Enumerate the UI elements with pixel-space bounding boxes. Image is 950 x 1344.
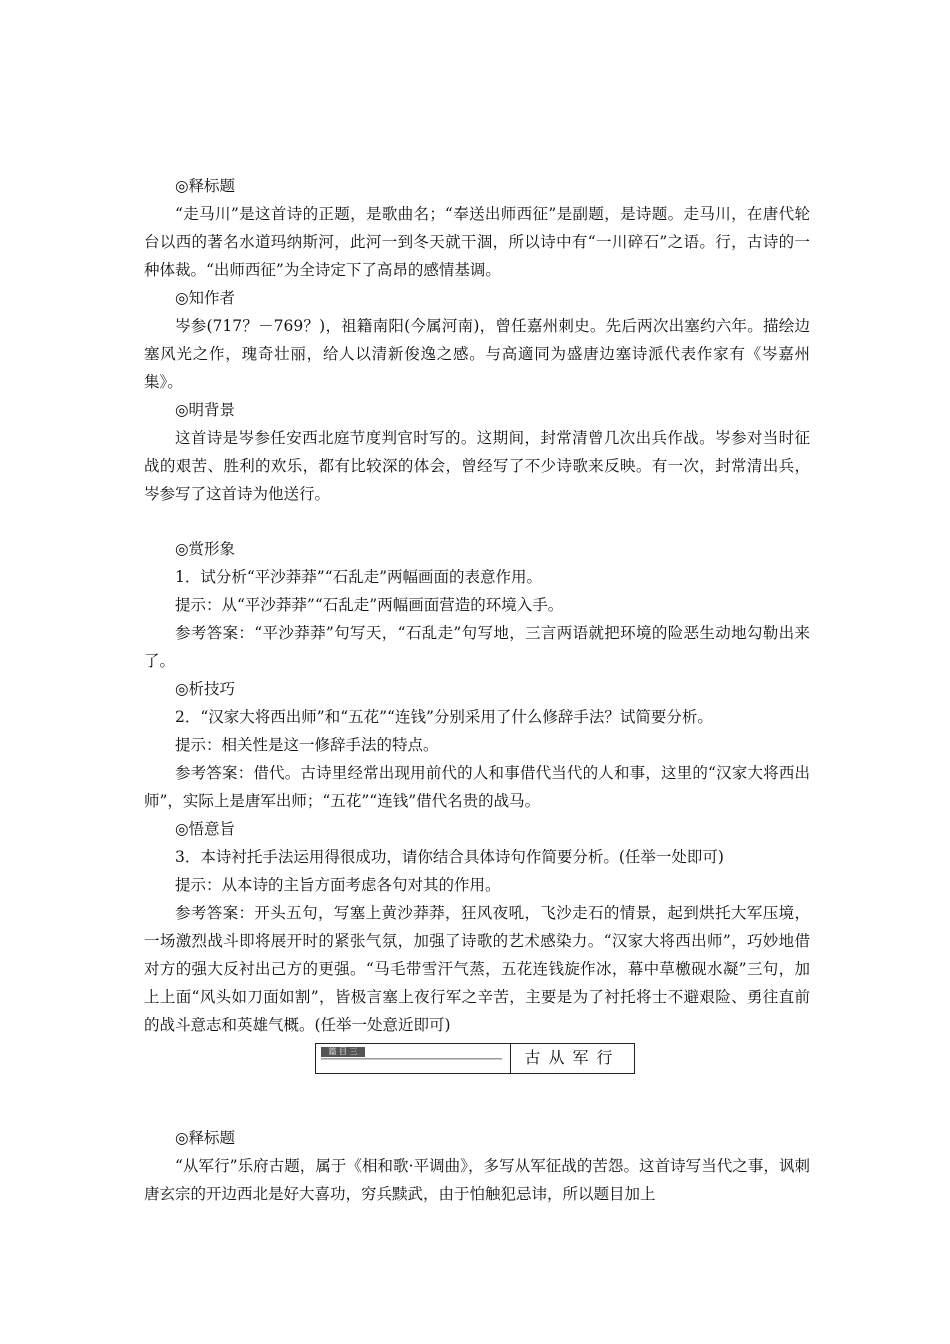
- poem-title-banner: [315, 1043, 635, 1074]
- document-page: [144, 172, 810, 1208]
- question-1: 1．试分析“平沙莽莽”“石乱走”两幅画面的表意作用。: [175, 568, 543, 586]
- banner-rule: [321, 1058, 502, 1060]
- banner-label-box: [316, 1044, 511, 1073]
- banner-tag: 篇 目 三: [321, 1047, 365, 1057]
- question-1-hint: 提示：从“平沙莽莽”“石乱走”两幅画面营造的环境入手。: [175, 596, 564, 614]
- paragraph-title-explanation: “走马川”是这首诗的正题，是歌曲名；“奉送出师西征”是副题，是诗题。走马川，在唐代轮台以西的著名水道玛纳斯河，此河一到冬天就干涸，所以诗中有“一川碎石”之语。行，古诗的一种体裁。“出师西征”为全诗定下了高昂的感情基调。: [144, 205, 810, 279]
- paragraph-title-explanation-2: “从军行”乐府古题，属于《相和歌·平调曲》，多写从军征战的苦怨。这首诗写当代之事，讽刺唐玄宗的开边西北是好大喜功，穷兵黩武，由于怕触犯忌讳，所以题目加上: [144, 1157, 810, 1203]
- question-3-hint: 提示：从本诗的主旨方面考虑各句对其的作用。: [175, 876, 501, 894]
- spacer: [144, 508, 810, 535]
- section-heading-author: ◎知作者: [175, 289, 236, 307]
- section-heading-title-2: ◎释标题: [175, 1129, 236, 1147]
- question-3-answer: 参考答案：开头五句，写塞上黄沙莽莽，狂风夜吼，飞沙走石的情景，起到烘托大军压境，一场激烈战斗即将展开时的紧张气氛，加强了诗歌的艺术感染力。“汉家大将西出师”，巧妙地借对方的强大反衬出己方的更强。“马毛带雪汗气蒸，五花连钱旋作冰，幕中草檄砚水凝”三句，加上上面“风头如刀面如割”，皆极言塞上夜行军之辛苦，主要是为了衬托将士不避艰险、勇往直前的战斗意志和英雄气概。(任举一处意近即可): [144, 904, 810, 1034]
- question-2-answer: 参考答案：借代。古诗里经常出现用前代的人和事借代当代的人和事，这里的“汉家大将西出师”，实际上是唐军出师；“五花”“连钱”借代名贵的战马。: [144, 764, 810, 810]
- question-1-answer: 参考答案：“平沙莽莽”句写天，“石乱走”句写地，三言两语就把环境的险恶生动地勾勒出来了。: [144, 624, 810, 670]
- section-heading-theme: ◎悟意旨: [175, 820, 236, 838]
- section-heading-image: ◎赏形象: [175, 540, 236, 558]
- paragraph-background: 这首诗是岑参任安西北庭节度判官时写的。这期间，封常清曾几次出兵作战。岑参对当时征战的艰苦、胜利的欢乐，都有比较深的体会，曾经写了不少诗歌来反映。有一次，封常清出兵，岑参写了这首诗为他送行。: [144, 429, 810, 503]
- spacer: [144, 1074, 810, 1124]
- question-2: 2．“汉家大将西出师”和“五花”“连钱”分别采用了什么修辞手法？试简要分析。: [175, 708, 713, 726]
- question-3: 3．本诗衬托手法运用得很成功，请你结合具体诗句作简要分析。(任举一处即可): [175, 848, 724, 866]
- question-2-hint: 提示：相关性是这一修辞手法的特点。: [175, 736, 439, 754]
- section-heading-background: ◎明背景: [175, 401, 236, 419]
- section-heading-title: ◎释标题: [175, 177, 236, 195]
- paragraph-author: 岑参(717？－769？)，祖籍南阳(今属河南)，曾任嘉州刺史。先后两次出塞约六年。描绘边塞风光之作，瑰奇壮丽，给人以清新俊逸之感。与高適同为盛唐边塞诗派代表作家有《岑嘉州集》。: [144, 317, 810, 391]
- poem-title: 古从军行: [524, 1048, 621, 1067]
- section-heading-skill: ◎析技巧: [175, 680, 236, 698]
